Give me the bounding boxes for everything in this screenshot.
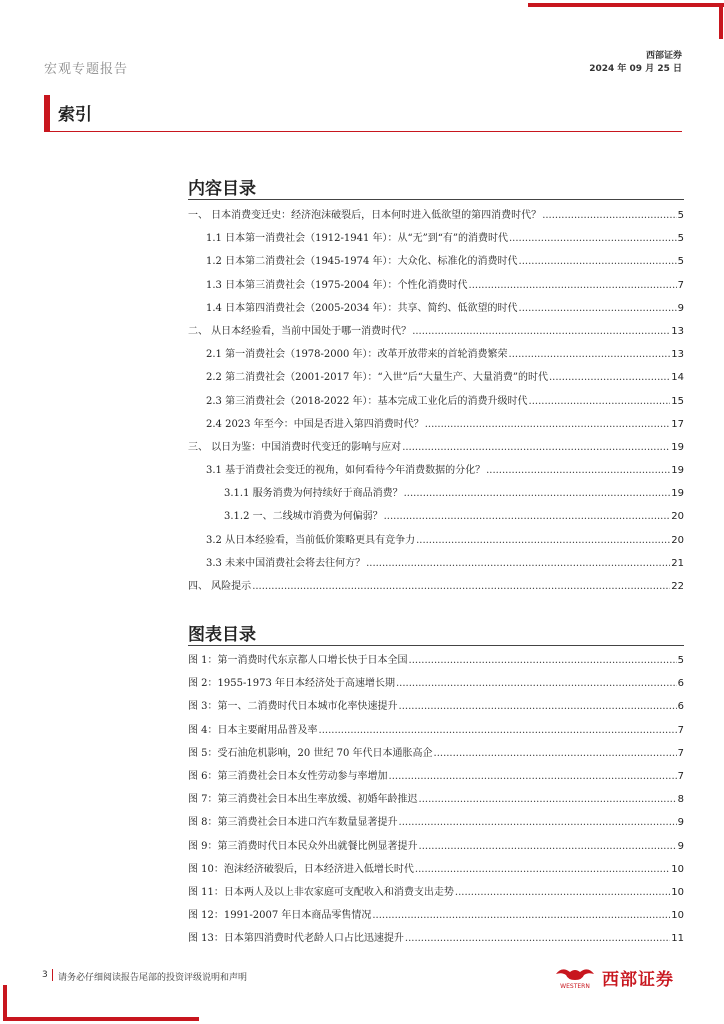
toc-dot-leader bbox=[519, 303, 677, 314]
toc-entry[interactable] bbox=[188, 484, 684, 507]
toc-dot-leader bbox=[419, 794, 677, 805]
toc-entry-page: 19 bbox=[671, 441, 684, 453]
toc-entry-label: 图 11：日本两人及以上非农家庭可支配收入和消费支出走势 bbox=[188, 886, 454, 898]
company-name: 西部证券 bbox=[645, 51, 682, 61]
toc-entry-page: 21 bbox=[671, 557, 684, 569]
toc-entry-page: 13 bbox=[671, 349, 684, 361]
toc-entry[interactable] bbox=[188, 767, 684, 790]
toc-entry-label: 图 5：受石油危机影响，20 世纪 70 年代日本通胀高企 bbox=[188, 747, 433, 759]
toc-dot-leader bbox=[509, 349, 671, 360]
toc-dot-leader bbox=[372, 910, 670, 921]
toc-entry-page: 17 bbox=[671, 418, 684, 430]
footer-separator bbox=[52, 969, 53, 981]
toc-entry-label: 图 6：第三消费社会日本女性劳动参与率增加 bbox=[188, 770, 388, 782]
toc-entry-page: 7 bbox=[677, 724, 684, 736]
logo-small-text: WESTERN bbox=[560, 983, 590, 990]
section-accent-bar bbox=[44, 95, 50, 131]
corner-decoration-top-vertical bbox=[719, 3, 723, 39]
report-type: 宏观专题报告 bbox=[44, 62, 129, 77]
toc-dot-leader bbox=[434, 748, 677, 759]
toc-dot-leader bbox=[529, 396, 671, 407]
contents-heading-rule bbox=[188, 199, 684, 200]
toc-entry-label: 2.1 第一消费社会（1978-2000 年）：改革开放带来的首轮消费繁荣 bbox=[206, 349, 508, 361]
corner-decoration-top-horizontal bbox=[528, 3, 724, 7]
toc-entry-page: 5 bbox=[677, 233, 684, 245]
toc-entry-page: 8 bbox=[677, 794, 684, 806]
toc-entry-label: 图 13：日本第四消费时代老龄人口占比迅速提升 bbox=[188, 933, 404, 945]
toc-entry-label: 2.3 第三消费社会（2018-2022 年）：基本完成工业化后的消费升级时代 bbox=[206, 395, 528, 407]
section-divider bbox=[44, 131, 682, 132]
toc-entry-label: 2.2 第二消费社会（2001-2017 年）：“入世”后“大量生产、大量消费”的时代 bbox=[206, 372, 548, 384]
toc-dot-leader bbox=[384, 511, 671, 522]
toc-entry[interactable] bbox=[188, 415, 684, 438]
toc-dot-leader bbox=[416, 535, 670, 546]
toc-dot-leader bbox=[455, 887, 670, 898]
toc-entry-page: 20 bbox=[671, 534, 684, 546]
toc-entry-label: 三、 以日为鉴：中国消费时代变迁的影响与应对 bbox=[188, 441, 402, 453]
toc-dot-leader bbox=[486, 465, 670, 476]
toc-entry-page: 10 bbox=[671, 910, 684, 922]
toc-entry[interactable] bbox=[188, 322, 684, 345]
toc-entry[interactable] bbox=[188, 461, 684, 484]
toc-entry-page: 6 bbox=[677, 701, 684, 713]
toc-entry[interactable] bbox=[188, 252, 684, 275]
toc-entry[interactable] bbox=[188, 276, 684, 299]
contents-list bbox=[188, 206, 684, 600]
toc-entry-label: 图 7：第三消费社会日本出生率放缓、初婚年龄推迟 bbox=[188, 794, 418, 806]
toc-entry[interactable] bbox=[188, 651, 684, 674]
toc-dot-leader bbox=[412, 326, 670, 337]
toc-entry-page: 19 bbox=[671, 488, 684, 500]
toc-dot-leader bbox=[389, 771, 677, 782]
footer-disclaimer: 请务必仔细阅读报告尾部的投资评级说明和声明 bbox=[58, 973, 248, 983]
toc-entry[interactable] bbox=[188, 345, 684, 368]
toc-dot-leader bbox=[509, 233, 677, 244]
toc-entry[interactable] bbox=[188, 392, 684, 415]
toc-dot-leader bbox=[549, 372, 670, 383]
toc-entry-label: 图 3：第一、二消费时代日本城市化率快速提升 bbox=[188, 701, 398, 713]
toc-entry-page: 5 bbox=[677, 210, 684, 221]
toc-entry-page: 7 bbox=[677, 747, 684, 759]
toc-entry-label: 图 1：第一消费时代东京都人口增长快于日本全国 bbox=[188, 655, 408, 666]
toc-entry[interactable] bbox=[188, 744, 684, 767]
toc-entry-page: 7 bbox=[677, 279, 684, 291]
bull-icon bbox=[552, 964, 598, 990]
toc-entry-label: 图 12：1991-2007 年日本商品零售情况 bbox=[188, 910, 372, 922]
toc-entry-page: 22 bbox=[671, 581, 684, 592]
toc-entry[interactable] bbox=[188, 507, 684, 530]
toc-dot-leader bbox=[542, 210, 676, 221]
toc-entry[interactable] bbox=[188, 929, 684, 952]
toc-entry-label: 3.3 未来中国消费社会将去往何方？ bbox=[206, 557, 366, 569]
toc-entry-label: 1.2 日本第二消费社会（1945-1974 年）：大众化、标准化的消费时代 bbox=[206, 256, 518, 268]
toc-entry-page: 14 bbox=[671, 372, 684, 384]
corner-decoration-bottom-vertical bbox=[3, 985, 7, 1021]
toc-entry-page: 11 bbox=[671, 933, 684, 945]
toc-entry-label: 二、 从日本经验看，当前中国处于哪一消费时代？ bbox=[188, 325, 412, 337]
figures-heading-rule bbox=[188, 645, 684, 646]
toc-entry-label: 图 4：日本主要耐用品普及率 bbox=[188, 724, 318, 736]
toc-entry-page: 5 bbox=[677, 256, 684, 268]
toc-entry[interactable] bbox=[188, 837, 684, 860]
toc-dot-leader bbox=[399, 701, 677, 712]
toc-entry-label: 1.3 日本第三消费社会（1975-2004 年）：个性化消费时代 bbox=[206, 279, 468, 291]
toc-entry-page: 7 bbox=[677, 770, 684, 782]
toc-entry-label: 图 9：第三消费时代日本民众外出就餐比例显著提升 bbox=[188, 840, 418, 852]
toc-entry-label: 3.1.1 服务消费为何持续好于商品消费？ bbox=[224, 488, 403, 500]
toc-entry-label: 1.1 日本第一消费社会（1912-1941 年）：从“无”到“有”的消费时代 bbox=[206, 233, 508, 245]
toc-entry[interactable] bbox=[188, 674, 684, 697]
toc-entry-label: 图 8：第三消费社会日本进口汽车数量显著提升 bbox=[188, 817, 398, 829]
toc-entry[interactable] bbox=[188, 697, 684, 720]
toc-entry-label: 图 2：1955-1973 年日本经济处于高速增长期 bbox=[188, 678, 395, 690]
toc-dot-leader bbox=[396, 678, 677, 689]
toc-entry[interactable] bbox=[188, 577, 684, 600]
toc-entry[interactable] bbox=[188, 790, 684, 813]
toc-dot-leader bbox=[409, 655, 677, 666]
contents-heading: 内容目录 bbox=[188, 179, 256, 199]
toc-dot-leader bbox=[404, 488, 671, 499]
toc-entry[interactable] bbox=[188, 229, 684, 252]
toc-entry-page: 10 bbox=[671, 886, 684, 898]
toc-dot-leader bbox=[402, 442, 670, 453]
toc-entry-label: 2.4 2023 年至今：中国是否进入第四消费时代？ bbox=[206, 418, 424, 430]
toc-entry[interactable] bbox=[188, 813, 684, 836]
toc-dot-leader bbox=[252, 581, 670, 592]
toc-entry[interactable] bbox=[188, 206, 684, 229]
toc-entry-label: 3.2 从日本经验看，当前低价策略更具有竞争力 bbox=[206, 534, 416, 546]
toc-dot-leader bbox=[319, 725, 677, 736]
toc-entry-label: 一、 日本消费变迁史：经济泡沫破裂后，日本何时进入低欲望的第四消费时代？ bbox=[188, 210, 542, 221]
figures-list bbox=[188, 651, 684, 952]
toc-entry[interactable] bbox=[188, 906, 684, 929]
toc-entry-label: 图 10：泡沫经济破裂后，日本经济进入低增长时代 bbox=[188, 863, 414, 875]
toc-entry-label: 四、 风险提示 bbox=[188, 581, 252, 592]
toc-dot-leader bbox=[519, 256, 677, 267]
toc-entry-page: 15 bbox=[671, 395, 684, 407]
toc-dot-leader bbox=[469, 280, 677, 291]
toc-entry-page: 19 bbox=[671, 465, 684, 477]
toc-entry[interactable] bbox=[188, 721, 684, 744]
corner-decoration-bottom-horizontal bbox=[3, 1017, 199, 1021]
header-right bbox=[589, 50, 682, 76]
logo-text: 西部证券 bbox=[602, 969, 674, 990]
company-logo bbox=[552, 964, 674, 990]
report-date: 2024 年 09 月 25 日 bbox=[589, 64, 682, 74]
toc-dot-leader bbox=[399, 817, 677, 828]
toc-dot-leader bbox=[419, 841, 677, 852]
toc-entry[interactable] bbox=[188, 299, 684, 322]
toc-entry[interactable] bbox=[188, 438, 684, 461]
toc-entry-page: 9 bbox=[677, 302, 684, 314]
figures-heading: 图表目录 bbox=[188, 625, 256, 645]
page-number: 3 bbox=[42, 970, 48, 980]
toc-entry-page: 13 bbox=[671, 325, 684, 337]
toc-entry-page: 9 bbox=[677, 817, 684, 829]
toc-entry-label: 3.1 基于消费社会变迁的视角，如何看待今年消费数据的分化？ bbox=[206, 465, 486, 477]
toc-entry[interactable] bbox=[188, 860, 684, 883]
toc-entry[interactable] bbox=[188, 368, 684, 391]
toc-entry-page: 6 bbox=[677, 678, 684, 690]
toc-dot-leader bbox=[405, 933, 670, 944]
toc-entry-page: 5 bbox=[677, 655, 684, 666]
toc-entry-page: 9 bbox=[677, 840, 684, 852]
toc-dot-leader bbox=[415, 864, 670, 875]
toc-entry[interactable] bbox=[188, 554, 684, 577]
toc-entry-label: 1.4 日本第四消费社会（2005-2034 年）：共享、简约、低欲望的时代 bbox=[206, 302, 518, 314]
toc-entry-page: 20 bbox=[671, 511, 684, 523]
toc-entry[interactable] bbox=[188, 531, 684, 554]
toc-dot-leader bbox=[366, 558, 670, 569]
toc-dot-leader bbox=[425, 419, 671, 430]
toc-entry-page: 10 bbox=[671, 863, 684, 875]
toc-entry[interactable] bbox=[188, 883, 684, 906]
toc-entry-label: 3.1.2 一、二线城市消费为何偏弱？ bbox=[224, 511, 383, 523]
section-title: 索引 bbox=[58, 105, 92, 125]
